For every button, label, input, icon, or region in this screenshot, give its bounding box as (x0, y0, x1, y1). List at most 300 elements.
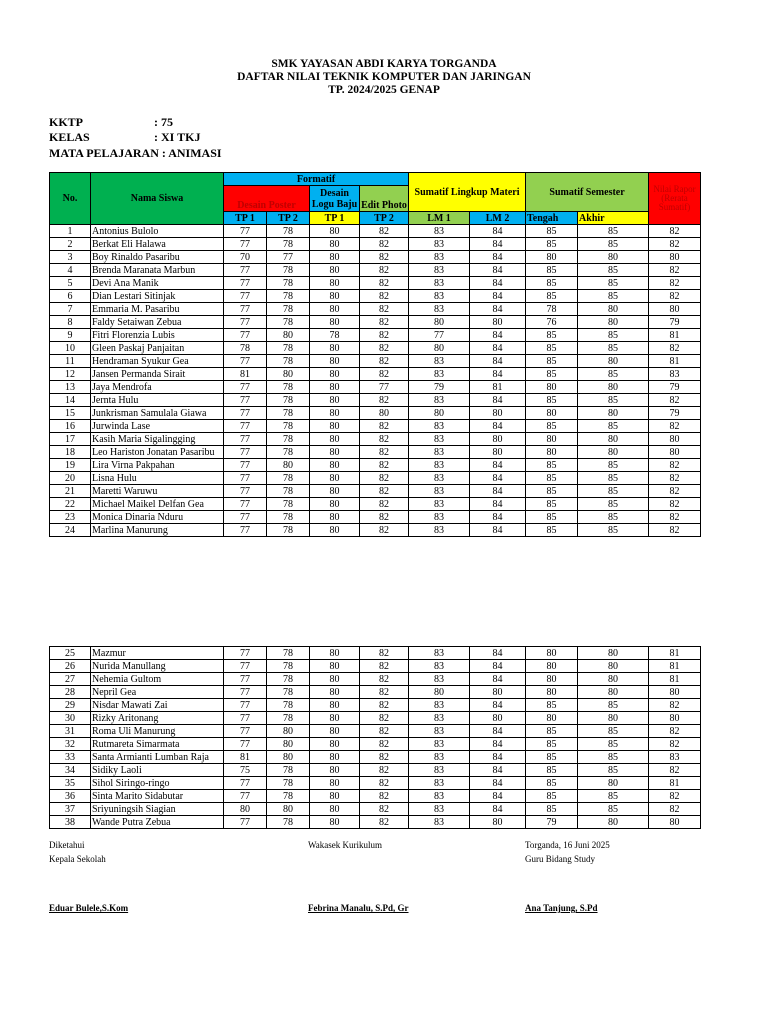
grade-cell: 80 (310, 524, 360, 537)
grade-cell: 83 (409, 277, 470, 290)
student-name: Berkat Eli Halawa (91, 238, 224, 251)
grade-cell: 80 (267, 725, 310, 738)
grade-cell: 80 (470, 316, 526, 329)
grade-cell: 82 (649, 394, 701, 407)
grade-cell: 82 (649, 524, 701, 537)
grade-cell: 83 (409, 660, 470, 673)
grade-cell: 85 (578, 485, 649, 498)
grade-cell: 83 (649, 751, 701, 764)
row-number: 35 (50, 777, 91, 790)
grade-cell: 78 (267, 277, 310, 290)
student-name: Nehemia Gultom (91, 673, 224, 686)
grade-cell: 82 (360, 803, 409, 816)
grade-cell: 80 (649, 303, 701, 316)
academic-year: TP. 2024/2025 GENAP (328, 84, 440, 96)
row-number: 2 (50, 238, 91, 251)
grade-cell: 84 (470, 803, 526, 816)
grade-cell: 80 (409, 316, 470, 329)
grade-cell: 80 (578, 355, 649, 368)
grade-cell: 78 (224, 342, 267, 355)
sig-left-label2: Kepala Sekolah (49, 854, 106, 864)
grade-cell: 83 (409, 699, 470, 712)
grade-cell: 82 (360, 303, 409, 316)
grade-cell: 85 (526, 368, 578, 381)
grade-cell: 85 (526, 751, 578, 764)
grade-cell: 83 (409, 485, 470, 498)
grade-cell: 82 (360, 498, 409, 511)
grade-cell: 82 (649, 420, 701, 433)
grade-cell: 82 (360, 816, 409, 829)
grade-cell: 84 (470, 277, 526, 290)
grade-cell: 77 (224, 225, 267, 238)
table-row (50, 498, 701, 511)
grade-cell: 80 (310, 751, 360, 764)
grade-cell: 82 (360, 472, 409, 485)
grade-cell: 82 (360, 751, 409, 764)
grade-cell: 84 (470, 738, 526, 751)
student-name: Rutmareta Simarmata (91, 738, 224, 751)
grade-cell: 81 (649, 355, 701, 368)
grade-cell: 83 (409, 355, 470, 368)
header-nama: Nama Siswa (91, 173, 224, 225)
row-number: 19 (50, 459, 91, 472)
grade-cell: 85 (526, 511, 578, 524)
grade-cell: 85 (526, 420, 578, 433)
row-number: 25 (50, 647, 91, 660)
student-name: Jurwinda Lase (91, 420, 224, 433)
grade-cell: 78 (267, 446, 310, 459)
grade-cell: 80 (310, 342, 360, 355)
table-row (50, 407, 701, 420)
grade-cell: 78 (267, 381, 310, 394)
table-row (50, 251, 701, 264)
table-row (50, 660, 701, 673)
grade-cell: 83 (409, 673, 470, 686)
grade-cell: 82 (360, 459, 409, 472)
grade-cell: 79 (649, 381, 701, 394)
table-row (50, 647, 701, 660)
student-name: Gleen Paskaj Panjaitan (91, 342, 224, 355)
grade-cell: 85 (578, 394, 649, 407)
grade-cell: 78 (267, 686, 310, 699)
grade-cell: 82 (649, 511, 701, 524)
row-number: 27 (50, 673, 91, 686)
sig-left-name: Eduar Bulele,S.Kom (49, 903, 129, 913)
header-sumatif-semester: Sumatif Semester (526, 173, 649, 212)
grade-cell: 79 (526, 816, 578, 829)
student-name: Kasih Maria Sigalingging (91, 433, 224, 446)
table-row (50, 790, 701, 803)
grade-cell: 82 (360, 712, 409, 725)
grade-cell: 83 (409, 472, 470, 485)
grade-cell: 83 (409, 368, 470, 381)
table-body-continued (50, 647, 701, 829)
grade-cell: 84 (470, 790, 526, 803)
row-number: 38 (50, 816, 91, 829)
grade-cell: 80 (310, 816, 360, 829)
grade-cell: 78 (267, 225, 310, 238)
grade-cell: 77 (224, 660, 267, 673)
grade-cell: 85 (578, 751, 649, 764)
grade-cell: 85 (526, 777, 578, 790)
grade-cell: 78 (267, 303, 310, 316)
grade-cell: 84 (470, 699, 526, 712)
grade-cell: 81 (470, 381, 526, 394)
table-row (50, 264, 701, 277)
grade-cell: 82 (649, 699, 701, 712)
grade-cell: 78 (267, 524, 310, 537)
grade-cell: 80 (649, 816, 701, 829)
grade-cell: 82 (649, 498, 701, 511)
grade-cell: 85 (578, 342, 649, 355)
grade-cell: 80 (578, 433, 649, 446)
grade-cell: 77 (224, 394, 267, 407)
row-number: 4 (50, 264, 91, 277)
row-number: 12 (50, 368, 91, 381)
grade-cell: 80 (578, 381, 649, 394)
student-name: Nisdar Mawati Zai (91, 699, 224, 712)
grade-cell: 82 (649, 277, 701, 290)
grade-cell: 82 (360, 725, 409, 738)
table-row (50, 303, 701, 316)
header-tengah: Tengah (526, 212, 578, 225)
grade-cell: 80 (310, 355, 360, 368)
header-nilai-rapor: Nilai Rapor (Rerata Sumatif) (649, 173, 701, 225)
row-number: 10 (50, 342, 91, 355)
grade-cell: 85 (526, 342, 578, 355)
grade-cell: 85 (526, 764, 578, 777)
grade-cell: 83 (649, 368, 701, 381)
grade-cell: 77 (224, 290, 267, 303)
grade-cell: 79 (649, 316, 701, 329)
grade-cell: 80 (310, 472, 360, 485)
sig-right-name: Ana Tanjung, S.Pd (525, 903, 598, 913)
header-desain-poster: Desain Poster (224, 186, 310, 212)
sig-right-label2: Guru Bidang Study (525, 854, 596, 864)
grade-cell: 82 (360, 290, 409, 303)
student-name: Sidiky Laoli (91, 764, 224, 777)
grade-cell: 80 (267, 803, 310, 816)
row-number: 23 (50, 511, 91, 524)
row-number: 33 (50, 751, 91, 764)
grade-cell: 82 (649, 342, 701, 355)
school-name: SMK YAYASAN ABDI KARYA TORGANDA (271, 58, 497, 70)
grade-cell: 80 (526, 673, 578, 686)
header-tp2a: TP 2 (267, 212, 310, 225)
grade-cell: 77 (224, 699, 267, 712)
grade-cell: 78 (267, 238, 310, 251)
grade-cell: 83 (409, 738, 470, 751)
grade-cell: 85 (526, 355, 578, 368)
table-row (50, 290, 701, 303)
grade-cell: 84 (470, 524, 526, 537)
grade-cell: 85 (526, 790, 578, 803)
grade-cell: 83 (409, 251, 470, 264)
grade-cell: 84 (470, 251, 526, 264)
grade-cell: 83 (409, 647, 470, 660)
table-row (50, 355, 701, 368)
grade-cell: 82 (360, 738, 409, 751)
student-name: Santa Armianti Lumban Raja (91, 751, 224, 764)
student-name: Roma Uli Manurung (91, 725, 224, 738)
grade-cell: 78 (267, 816, 310, 829)
row-number: 29 (50, 699, 91, 712)
grade-cell: 82 (649, 225, 701, 238)
grade-cell: 80 (578, 446, 649, 459)
table-row (50, 368, 701, 381)
row-number: 9 (50, 329, 91, 342)
grade-cell: 78 (267, 660, 310, 673)
student-name: Jernta Hulu (91, 394, 224, 407)
grade-cell: 80 (310, 407, 360, 420)
grade-cell: 80 (310, 290, 360, 303)
grade-cell: 81 (649, 673, 701, 686)
table-row (50, 803, 701, 816)
grade-cell: 80 (310, 686, 360, 699)
grade-cell: 78 (526, 303, 578, 316)
grade-cell: 80 (310, 777, 360, 790)
grade-cell: 80 (649, 446, 701, 459)
grade-cell: 80 (526, 433, 578, 446)
table-row (50, 686, 701, 699)
grade-cell: 81 (224, 368, 267, 381)
student-name: Leo Hariston Jonatan Pasaribu (91, 446, 224, 459)
grade-cell: 77 (224, 446, 267, 459)
grade-cell: 81 (224, 751, 267, 764)
grade-cell: 85 (578, 459, 649, 472)
student-name: Brenda Maranata Marbun (91, 264, 224, 277)
student-name: Maretti Waruwu (91, 485, 224, 498)
grade-cell: 80 (526, 647, 578, 660)
grade-cell: 80 (578, 660, 649, 673)
grade-cell: 78 (267, 673, 310, 686)
grade-cell: 80 (310, 420, 360, 433)
grade-cell: 85 (578, 725, 649, 738)
row-number: 32 (50, 738, 91, 751)
grade-cell: 85 (578, 738, 649, 751)
table-row (50, 316, 701, 329)
grade-cell: 85 (526, 738, 578, 751)
grade-cell: 80 (267, 751, 310, 764)
row-number: 13 (50, 381, 91, 394)
grade-cell: 85 (526, 699, 578, 712)
grade-cell: 84 (470, 225, 526, 238)
grade-cell: 80 (526, 686, 578, 699)
row-number: 37 (50, 803, 91, 816)
row-number: 1 (50, 225, 91, 238)
grade-cell: 84 (470, 420, 526, 433)
grade-cell: 80 (267, 738, 310, 751)
grade-cell: 80 (470, 433, 526, 446)
table-row (50, 777, 701, 790)
grade-cell: 84 (470, 303, 526, 316)
grade-cell: 84 (470, 355, 526, 368)
table-row (50, 238, 701, 251)
grade-cell: 78 (267, 407, 310, 420)
grade-cell: 80 (310, 511, 360, 524)
grade-cell: 80 (310, 277, 360, 290)
student-name: Hendraman Syukur Gea (91, 355, 224, 368)
table-row (50, 673, 701, 686)
grade-cell: 80 (470, 446, 526, 459)
table-body (50, 225, 701, 537)
grade-cell: 80 (526, 381, 578, 394)
grade-cell: 80 (310, 498, 360, 511)
row-number: 36 (50, 790, 91, 803)
row-number: 6 (50, 290, 91, 303)
grade-cell: 80 (310, 264, 360, 277)
grade-cell: 77 (224, 264, 267, 277)
grade-cell: 80 (267, 459, 310, 472)
grade-cell: 77 (267, 251, 310, 264)
sig-mid-name: Febrina Manalu, S.Pd, Gr (308, 903, 409, 913)
grade-cell: 85 (526, 485, 578, 498)
grade-cell: 80 (310, 394, 360, 407)
header-lm2: LM 2 (470, 212, 526, 225)
row-number: 34 (50, 764, 91, 777)
table-row (50, 342, 701, 355)
grade-cell: 81 (649, 647, 701, 660)
grade-cell: 77 (224, 712, 267, 725)
grade-cell: 84 (470, 264, 526, 277)
grade-cell: 85 (526, 524, 578, 537)
table-row (50, 394, 701, 407)
grade-cell: 82 (360, 355, 409, 368)
grade-cell: 82 (360, 251, 409, 264)
grade-cell: 78 (267, 316, 310, 329)
grade-cell: 82 (649, 790, 701, 803)
grade-cell: 85 (526, 472, 578, 485)
row-number: 24 (50, 524, 91, 537)
grade-cell: 80 (526, 407, 578, 420)
grade-cell: 80 (310, 316, 360, 329)
grade-cell: 75 (224, 764, 267, 777)
table-row (50, 420, 701, 433)
grade-cell: 77 (224, 673, 267, 686)
grade-cell: 80 (578, 647, 649, 660)
table-row (50, 712, 701, 725)
grade-cell: 78 (310, 329, 360, 342)
grade-cell: 85 (526, 803, 578, 816)
row-number: 11 (50, 355, 91, 368)
grade-cell: 78 (267, 394, 310, 407)
grade-cell: 80 (526, 660, 578, 673)
grade-cell: 82 (360, 420, 409, 433)
table-row (50, 329, 701, 342)
table-header (50, 173, 701, 225)
grade-cell: 78 (267, 498, 310, 511)
student-name: Marlina Manurung (91, 524, 224, 537)
grade-cell: 83 (409, 420, 470, 433)
grade-cell: 84 (470, 673, 526, 686)
grade-cell: 80 (526, 712, 578, 725)
grade-cell: 82 (360, 511, 409, 524)
grade-cell: 77 (224, 485, 267, 498)
student-name: Nepril Gea (91, 686, 224, 699)
grade-cell: 77 (360, 381, 409, 394)
header-tp2b: TP 2 (360, 212, 409, 225)
grade-cell: 77 (224, 407, 267, 420)
student-name: Sriyuningsih Siagian (91, 803, 224, 816)
sig-right-label1: Torganda, 16 Juni 2025 (525, 840, 610, 850)
grade-cell: 85 (526, 725, 578, 738)
grade-cell: 80 (578, 316, 649, 329)
grade-cell: 82 (360, 394, 409, 407)
student-name: Lira Virna Pakpahan (91, 459, 224, 472)
grade-cell: 84 (470, 751, 526, 764)
grade-cell: 78 (267, 647, 310, 660)
grade-cell: 80 (578, 712, 649, 725)
grade-cell: 77 (224, 459, 267, 472)
grade-cell: 82 (360, 238, 409, 251)
grade-cell: 77 (409, 329, 470, 342)
table-row (50, 459, 701, 472)
grade-cell: 80 (578, 303, 649, 316)
grade-cell: 82 (360, 264, 409, 277)
row-number: 31 (50, 725, 91, 738)
grade-cell: 79 (409, 381, 470, 394)
sig-mid-label: Wakasek Kurikulum (308, 840, 383, 850)
header-desain-logo: Desain Logu Baju (310, 186, 360, 212)
grade-cell: 82 (360, 485, 409, 498)
grade-cell: 81 (649, 329, 701, 342)
grade-cell: 85 (526, 394, 578, 407)
grade-cell: 82 (649, 472, 701, 485)
student-name: Michael Maikel Delfan Gea (91, 498, 224, 511)
grade-cell: 82 (649, 725, 701, 738)
grade-cell: 82 (360, 524, 409, 537)
grade-cell: 82 (360, 790, 409, 803)
grade-cell: 82 (649, 485, 701, 498)
grade-cell: 85 (526, 329, 578, 342)
grade-cell: 85 (578, 472, 649, 485)
grade-cell: 80 (310, 660, 360, 673)
grade-cell: 78 (267, 420, 310, 433)
grade-cell: 84 (470, 238, 526, 251)
grade-cell: 85 (578, 420, 649, 433)
grade-cell: 80 (224, 803, 267, 816)
sig-left-label1: Diketahui (49, 840, 85, 850)
student-name: Lisna Hulu (91, 472, 224, 485)
row-number: 21 (50, 485, 91, 498)
student-name: Dian Lestari Sitinjak (91, 290, 224, 303)
grade-cell: 83 (409, 803, 470, 816)
grade-cell: 80 (649, 686, 701, 699)
grade-cell: 78 (267, 764, 310, 777)
grade-cell: 80 (310, 368, 360, 381)
table-row (50, 751, 701, 764)
grade-cell: 85 (526, 459, 578, 472)
header-sumatif-lm: Sumatif Lingkup Materi (409, 173, 526, 212)
grade-cell: 84 (470, 329, 526, 342)
table-row (50, 699, 701, 712)
grade-cell: 78 (267, 485, 310, 498)
student-name: Sinta Marito Sidabutar (91, 790, 224, 803)
row-number: 20 (50, 472, 91, 485)
student-name: Antonius Bulolo (91, 225, 224, 238)
row-number: 15 (50, 407, 91, 420)
grade-cell: 80 (578, 251, 649, 264)
row-number: 3 (50, 251, 91, 264)
table-row (50, 381, 701, 394)
grade-cell: 82 (360, 433, 409, 446)
grade-cell: 77 (224, 738, 267, 751)
grade-cell: 85 (578, 238, 649, 251)
grade-cell: 85 (526, 290, 578, 303)
grade-cell: 76 (526, 316, 578, 329)
grade-cell: 85 (578, 290, 649, 303)
grade-cell: 70 (224, 251, 267, 264)
